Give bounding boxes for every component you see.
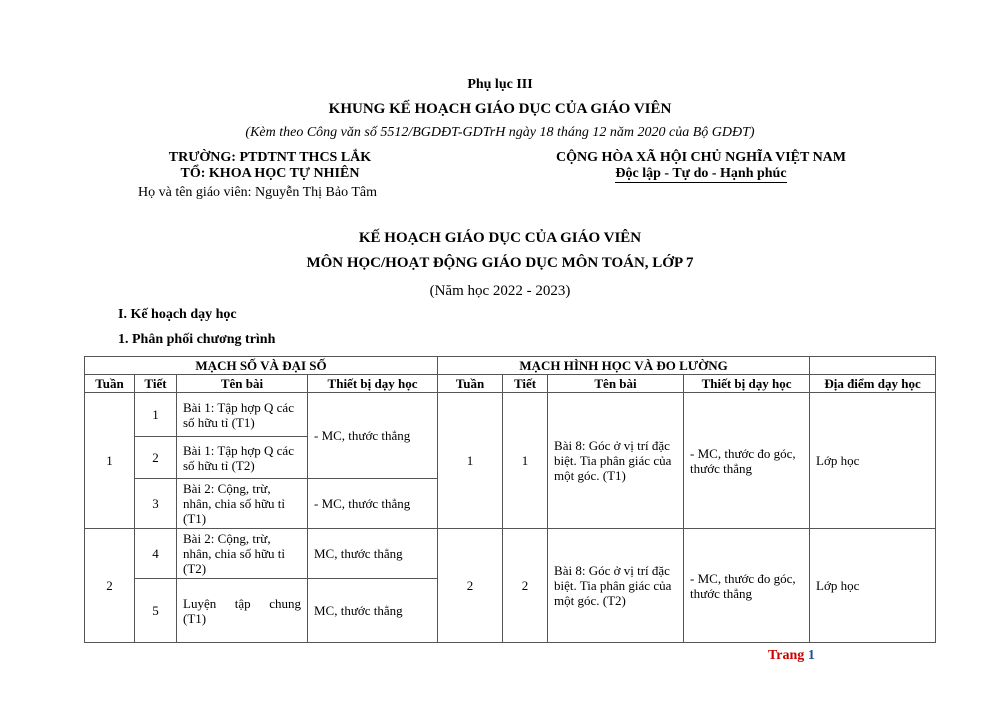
col-geo-equipment: Thiết bị dạy học [684, 375, 810, 393]
col-geo-week: Tuần [438, 375, 503, 393]
lesson-cell [177, 579, 308, 643]
plan-title: KẾ HOẠCH GIÁO DỤC CỦA GIÁO VIÊN [358, 230, 642, 246]
table-row [85, 529, 936, 579]
group-header-algebra: MẠCH SỐ VÀ ĐẠI SỐ [85, 357, 438, 375]
equipment-cell: MC, thước thẳng [308, 579, 438, 643]
equipment-cell: - MC, thước thẳng [308, 479, 438, 529]
school-year: (Năm học 2022 - 2023) [429, 283, 571, 299]
equipment-cell: - MC, thước thẳng [308, 393, 438, 479]
geo-lesson-cell: Bài 8: Góc ở vị trí đặc biệt. Tia phân giác của một góc. (T2) [548, 529, 684, 643]
group-header-row [85, 357, 936, 375]
week-cell: 2 [85, 529, 135, 643]
section-heading: I. Kế hoạch dạy học [118, 307, 237, 322]
page-value: 1 [807, 648, 815, 663]
nation-name: CỘNG HÒA XÃ HỘI CHỦ NGHĨA VIỆT NAM [555, 150, 846, 165]
geo-period-cell: 1 [503, 393, 548, 529]
col-lesson: Tên bài [177, 375, 308, 393]
equipment-cell: MC, thước thẳng [308, 529, 438, 579]
col-geo-period: Tiết [503, 375, 548, 393]
column-header-row [85, 375, 936, 393]
lesson-cell: Bài 1: Tập hợp Q các số hữu tỉ (T2) [177, 437, 308, 479]
national-motto [518, 166, 884, 182]
period-cell: 2 [135, 437, 177, 479]
location-cell: Lớp học [810, 529, 936, 643]
col-equipment: Thiết bị dạy học [308, 375, 438, 393]
table-row [85, 393, 936, 437]
reference-note: (Kèm theo Công văn số 5512/BGDĐT-GDTrH ngày 18 tháng 12 năm 2020 của Bộ GDĐT) [245, 125, 755, 140]
col-week: Tuần [85, 375, 135, 393]
period-cell: 5 [135, 579, 177, 643]
period-cell: 3 [135, 479, 177, 529]
page-number [768, 648, 815, 664]
period-cell: 1 [135, 393, 177, 437]
week-cell: 1 [85, 393, 135, 529]
period-cell: 4 [135, 529, 177, 579]
geo-week-cell: 2 [438, 529, 503, 643]
curriculum-table [84, 356, 936, 643]
teacher-name: Họ và tên giáo viên: Nguyễn Thị Bảo Tâm [138, 185, 377, 200]
group-header-geometry: MẠCH HÌNH HỌC VÀ ĐO LƯỜNG [438, 357, 810, 375]
col-period: Tiết [135, 375, 177, 393]
appendix-label: Phụ lục III [467, 77, 533, 92]
lesson-name-line: Luyện tập chung [183, 595, 301, 611]
geo-period-cell: 2 [503, 529, 548, 643]
geo-equipment-cell: - MC, thước đo góc, thước thẳng [684, 529, 810, 643]
col-location: Địa điểm dạy học [810, 375, 936, 393]
col-geo-lesson: Tên bài [548, 375, 684, 393]
lesson-cell: Bài 2: Cộng, trừ, nhân, chia số hữu tỉ (T1) [177, 479, 308, 529]
location-cell: Lớp học [810, 393, 936, 529]
geo-lesson-cell: Bài 8: Góc ở vị trí đặc biệt. Tia phân giác của một góc. (T1) [548, 393, 684, 529]
framework-title: KHUNG KẾ HOẠCH GIÁO DỤC CỦA GIÁO VIÊN [328, 101, 672, 117]
group-header-empty [810, 357, 936, 375]
motto-text: Độc lập - Tự do - Hạnh phúc [615, 166, 787, 181]
department-name: TỔ: KHOA HỌC TỰ NHIÊN [180, 166, 360, 181]
school-name: TRƯỜNG: PTDTNT THCS LẮK [168, 150, 372, 165]
lesson-cell: Bài 2: Cộng, trừ, nhân, chia số hữu tỉ (T2) [177, 529, 308, 579]
subsection-heading: 1. Phân phối chương trình [118, 332, 276, 347]
page-label: Trang [768, 648, 805, 663]
lesson-name-part: (T1) [183, 610, 207, 626]
plan-subject: MÔN HỌC/HOẠT ĐỘNG GIÁO DỤC MÔN TOÁN, LỚP 7 [306, 255, 694, 271]
geo-equipment-cell: - MC, thước đo góc, thước thẳng [684, 393, 810, 529]
geo-week-cell: 1 [438, 393, 503, 529]
lesson-cell: Bài 1: Tập hợp Q các số hữu tỉ (T1) [177, 393, 308, 437]
